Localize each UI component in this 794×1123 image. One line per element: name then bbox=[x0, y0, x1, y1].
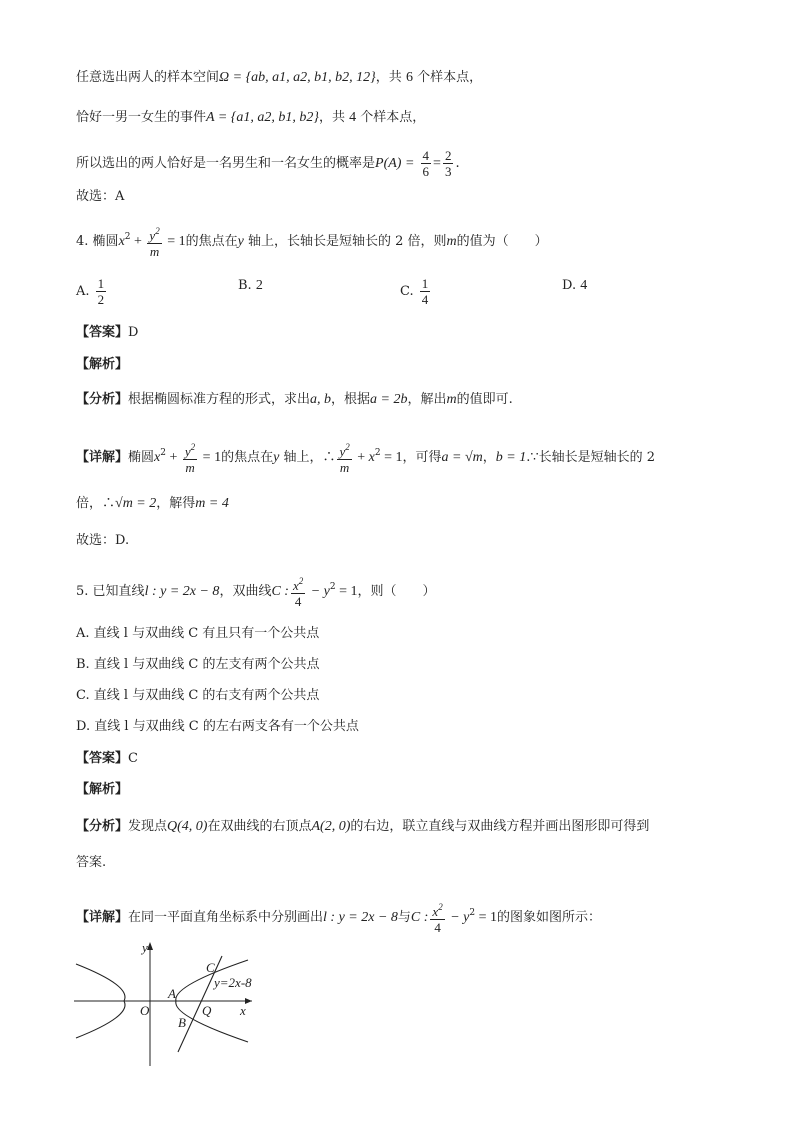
count: 4 bbox=[349, 110, 357, 125]
q4-option-b: B. 2 bbox=[238, 278, 263, 293]
fraction: $\frac{y^2}{m}$ bbox=[339, 442, 350, 475]
text: ，双曲线 bbox=[219, 584, 272, 599]
equals: = 1 bbox=[335, 584, 358, 599]
math: − y bbox=[307, 584, 330, 599]
text: 的焦点在 bbox=[185, 234, 238, 249]
text: 的右边，联立直线与双曲线方程并画出图形即可得到 bbox=[350, 819, 650, 834]
text: ，根据 bbox=[331, 392, 371, 407]
math: m = 4 bbox=[195, 496, 229, 511]
text: 根据椭圆标准方程的形式，求出 bbox=[128, 392, 311, 407]
analysis-tag: 【解析】 bbox=[76, 357, 129, 372]
text: 恰好一男一女生的事件 bbox=[76, 110, 207, 125]
xiangjie-tag: 【详解】 bbox=[76, 910, 129, 925]
text: 已知直线 bbox=[92, 584, 145, 599]
var: x bbox=[154, 450, 161, 465]
point-a-label: A bbox=[168, 986, 176, 1001]
x-axis-arrow bbox=[245, 998, 252, 1004]
fenxi-tag: 【分析】 bbox=[76, 392, 129, 407]
text: 个样本点， bbox=[360, 110, 426, 125]
probability: P(A) = bbox=[375, 156, 415, 171]
q5-option-d: D. 直线 l 与双曲线 C 的左右两支各有一个公共点 bbox=[76, 719, 359, 734]
q5-xiangjie: 【详解】在同一平面直角坐标系中分别画出l : y = 2x − 8与C : $\frac{x^2}{4}$ − $y^2 = 1$的图象如图所示： bbox=[76, 902, 602, 935]
prev-line-3 bbox=[76, 148, 460, 179]
y-axis-arrow bbox=[147, 942, 153, 950]
var: m bbox=[446, 234, 457, 249]
text: 轴上，∴ bbox=[283, 450, 336, 465]
fraction: $\frac{1}{2}$ bbox=[97, 276, 105, 307]
question-number: 4. bbox=[76, 234, 89, 249]
text: 椭圆 bbox=[128, 450, 155, 465]
equals: = bbox=[433, 156, 441, 171]
fenxi-tag: 【分析】 bbox=[76, 819, 129, 834]
denominator: m bbox=[149, 244, 160, 259]
equals: = 1 bbox=[163, 234, 186, 249]
prev-line-2 bbox=[76, 108, 425, 128]
point-c-label: C bbox=[206, 960, 215, 975]
text: 的图象如图所示： bbox=[497, 910, 602, 925]
q4-stem: 4. 椭圆$x^2$ + $\frac{y^2}{m}$ = 1的焦点在y 轴上，长轴长是短轴长的 2 倍，则m的值为（ ） bbox=[76, 226, 548, 259]
hyperbola-line-figure bbox=[72, 938, 272, 1068]
point-a: A(2, 0) bbox=[311, 819, 351, 834]
answer-tag: 【答案】 bbox=[76, 751, 129, 766]
text: 与 bbox=[397, 910, 411, 925]
math: a = 2b bbox=[370, 392, 408, 407]
point-q-label: Q bbox=[202, 1003, 212, 1018]
q4-xiangjie-line-2 bbox=[76, 494, 229, 514]
text: ，解出 bbox=[407, 392, 447, 407]
curve-name: C : bbox=[271, 584, 289, 599]
point-b-label: B bbox=[178, 1015, 186, 1030]
q4-option-c: C. $\frac{1}{4}$ bbox=[400, 276, 429, 307]
text: ， bbox=[482, 450, 496, 465]
q4-xiangjie-line-1: 【详解】椭圆$x^2$ + $\frac{y^2}{m}$ = 1的焦点在y 轴上，∴ $\frac{y^2}{m}$ + $x^2 = 1$，可得a = √m，b = 1.∵长轴长是短轴长的 2 bbox=[76, 442, 656, 475]
text: 倍，∴ bbox=[76, 496, 116, 511]
text: 在同一平面直角坐标系中分别画出 bbox=[128, 910, 324, 925]
q5-option-b: B. 直线 l 与双曲线 C 的左支有两个公共点 bbox=[76, 657, 320, 672]
text: ，可得 bbox=[402, 450, 442, 465]
text: 的焦点在 bbox=[221, 450, 274, 465]
q5-fenxi bbox=[76, 817, 649, 837]
origin-label: O bbox=[140, 1003, 150, 1018]
math: a, b bbox=[310, 392, 332, 407]
text: ，则（ ） bbox=[357, 584, 436, 599]
event-set: A = {a1, a2, b1, b2} bbox=[206, 110, 319, 125]
answer-tag: 【答案】 bbox=[76, 325, 129, 340]
x-axis-label: x bbox=[240, 1003, 246, 1018]
count: 6 bbox=[405, 70, 413, 85]
text: 所以选出的两人恰好是一名男生和一名女生的概率是 bbox=[76, 156, 376, 171]
math: √m = 2 bbox=[115, 496, 157, 511]
op: + bbox=[130, 234, 146, 249]
line-equation: l : y = 2x − 8 bbox=[323, 910, 398, 925]
curve-name: C : bbox=[410, 910, 429, 925]
fraction bbox=[443, 148, 454, 179]
fraction: $\frac{x^2}{4}$ bbox=[292, 576, 304, 609]
q5-option-c: C. 直线 l 与双曲线 C 的右支有两个公共点 bbox=[76, 688, 320, 703]
answer-value: D bbox=[128, 325, 139, 340]
q4-fenxi bbox=[76, 390, 513, 410]
text: 个样本点， bbox=[417, 70, 483, 85]
fraction: $\frac{1}{4}$ bbox=[421, 276, 429, 307]
text: 任意选出两人的样本空间 bbox=[76, 70, 220, 85]
text: ，共 bbox=[375, 70, 402, 85]
q4-xiangjie-answer: 故选：D. bbox=[76, 533, 130, 548]
q4-analysis-tag bbox=[76, 355, 128, 375]
q5-option-a: A. 直线 l 与双曲线 C 有且只有一个公共点 bbox=[76, 626, 320, 641]
math: m bbox=[446, 392, 457, 407]
q5-fenxi-line-2: 答案. bbox=[76, 855, 107, 870]
prev-answer: 故选：A bbox=[76, 189, 125, 204]
fraction bbox=[421, 148, 432, 179]
sample-space-set: Ω = {ab, a1, a2, b1, b2, 12} bbox=[219, 70, 376, 85]
question-number: 5. bbox=[76, 584, 89, 599]
q4-option-d: D. 4 bbox=[562, 278, 588, 293]
prev-line-1 bbox=[76, 68, 482, 88]
text: .∵长轴长是短轴长的 2 bbox=[526, 450, 656, 465]
answer-value: C bbox=[128, 751, 138, 766]
line-l bbox=[178, 956, 222, 1052]
numerator: 4 bbox=[422, 148, 430, 163]
line-equation: l : y = 2x − 8 bbox=[144, 584, 220, 599]
numerator: 2 bbox=[444, 148, 452, 163]
math: b = 1 bbox=[495, 450, 527, 465]
numerator: $y^2$ bbox=[149, 226, 160, 243]
text: 在双曲线的右顶点 bbox=[207, 819, 312, 834]
text: 轴上，长轴长是短轴长的 2 倍，则 bbox=[247, 234, 447, 249]
q5-answer bbox=[76, 749, 138, 769]
text: ，共 bbox=[318, 110, 345, 125]
y-axis-label: y bbox=[142, 940, 148, 955]
var: x bbox=[118, 234, 125, 249]
q5-stem: 5. 已知直线l : y = 2x − 8，双曲线C : $\frac{x^2}{4}$ − $y^2 = 1$，则（ ） bbox=[76, 576, 436, 609]
var: y bbox=[237, 234, 244, 249]
q4-answer bbox=[76, 323, 138, 343]
xiangjie-tag: 【详解】 bbox=[76, 450, 129, 465]
denominator: 6 bbox=[422, 164, 430, 179]
math: a = √m bbox=[441, 450, 483, 465]
text: 椭圆 bbox=[92, 234, 119, 249]
fraction bbox=[147, 224, 161, 259]
text: ，解得 bbox=[156, 496, 196, 511]
text: . bbox=[455, 156, 460, 171]
denominator: 3 bbox=[444, 164, 452, 179]
point-q: Q(4, 0) bbox=[167, 819, 208, 834]
fraction: $\frac{x^2}{4}$ bbox=[432, 902, 443, 935]
fraction: $\frac{y^2}{m}$ bbox=[184, 442, 196, 475]
line-label: y=2x-8 bbox=[214, 975, 252, 990]
text: 的值为（ ） bbox=[456, 234, 548, 249]
q4-option-a: A. $\frac{1}{2}$ bbox=[76, 276, 105, 307]
text: 的值即可. bbox=[456, 392, 513, 407]
text: 发现点 bbox=[128, 819, 168, 834]
q5-analysis-tag bbox=[76, 780, 128, 800]
analysis-tag: 【解析】 bbox=[76, 782, 129, 797]
